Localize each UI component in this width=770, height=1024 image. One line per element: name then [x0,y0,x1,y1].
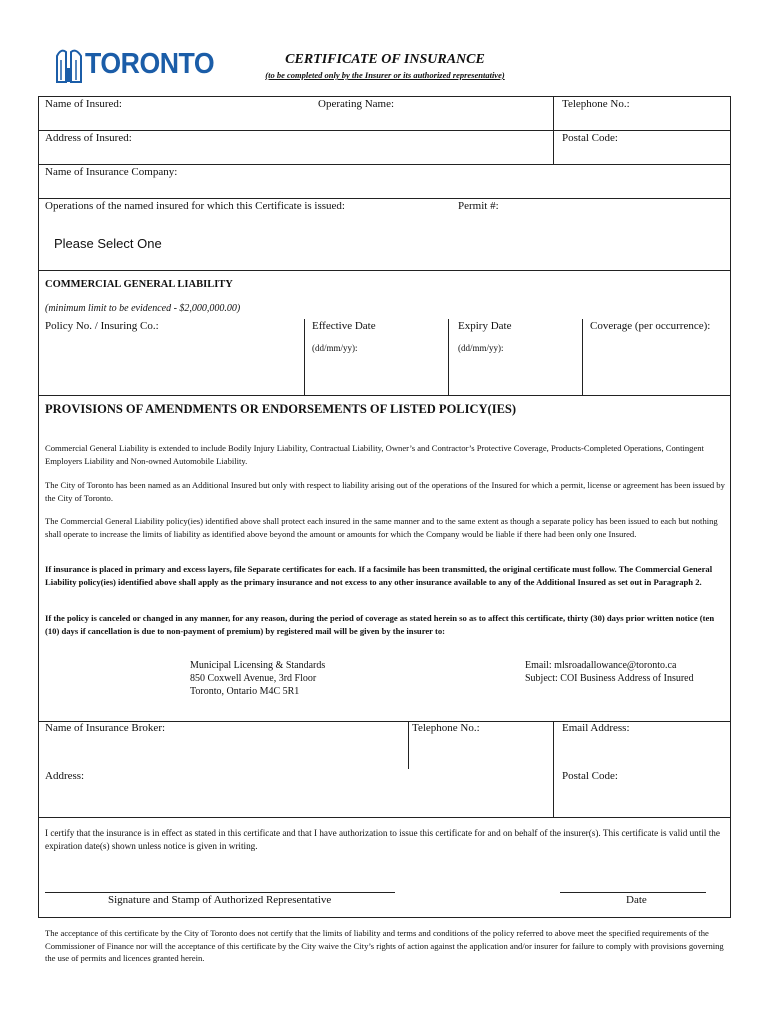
form-frame [38,96,731,918]
divider [304,319,305,395]
divider [39,395,730,396]
effective-date-label[interactable]: Effective Date [312,320,376,332]
permit-label[interactable]: Permit #: [458,200,499,212]
operations-label[interactable]: Operations of the named insured for which this Certificate is issued: [45,200,345,212]
broker-name-label[interactable]: Name of Insurance Broker: [45,722,166,734]
divider [39,130,730,131]
broker-telephone-label[interactable]: Telephone No.: [412,722,480,734]
logo-text: TORONTO [85,48,215,80]
divider [39,817,730,818]
cgl-minimum: (minimum limit to be evidenced - $2,000,000.00) [45,303,241,314]
divider [553,721,554,817]
operating-name-label[interactable]: Operating Name: [318,98,395,110]
signature-line[interactable] [45,892,395,893]
broker-postal-code-label[interactable]: Postal Code: [562,770,618,782]
provision-paragraph-4: If insurance is placed in primary and excess layers, file Separate certificates for each. If a facsimile has been transmitted, the original certificate must follow. The Commercial General Liability policy(ies) identified above shall apply as the primary insurance and not excess to any other insurance available to any of the Additional Insured as set out in Paragraph 2. [45,564,713,587]
document-title: CERTIFICATE OF INSURANCE [285,52,485,67]
divider [39,198,730,199]
broker-address-label[interactable]: Address: [45,770,85,782]
toronto-logo [55,44,215,86]
mls-address-line3: Toronto, Ontario M4C 5R1 [190,686,300,697]
footer-disclaimer: The acceptance of this certificate by the City of Toronto does not certify that the limits of liability and terms and conditions of the policy referred to above meet the specified requirements of the Commissioner of Finance nor will the acceptance of this certificate by the City waive the City’s rights of action against the application and/or insurer for failure to comply with provisions governing the use of permits and licences granted herein. [45,928,724,963]
provision-paragraph-2: The City of Toronto has been named as an Additional Insured but only with respect to liability arising out of the operations of the Insured for which a permit, license or agreement has been issued by the City of Toronto. [45,480,725,503]
operations-select[interactable]: Please Select One [54,236,162,251]
cgl-heading: COMMERCIAL GENERAL LIABILITY [45,279,233,290]
provision-paragraph-1: Commercial General Liability is extended to include Bodily Injury Liability, Contractual Liability, Owner’s and Contractor’s Protective Coverage, Products-Completed Operations, Contingent Employers Liability and Non-owned Automobile Liability. [45,443,704,466]
coverage-label[interactable]: Coverage (per occurrence): [590,320,711,332]
effective-date-format: (dd/mm/yy): [312,343,358,353]
address-of-insured-label[interactable]: Address of Insured: [45,132,132,144]
mls-email: Email: mlsroadallowance@toronto.ca [525,660,677,671]
name-of-insured-label[interactable]: Name of Insured: [45,98,122,110]
telephone-label[interactable]: Telephone No.: [562,98,630,110]
divider [39,164,730,165]
provision-paragraph-5: If the policy is canceled or changed in any manner, for any reason, during the period of coverage as stated herein so as to affect this certificate, thirty (30) days prior written notice (ten (10) days if cancellation is due to non-payment of premium) by registered mail will be given by the insurer to: [45,613,715,636]
document-subtitle: (to be completed only by the Insurer or its authorized representative) [265,70,505,80]
mls-subject: Subject: COI Business Address of Insured [525,673,694,684]
divider [582,319,583,395]
signature-label: Signature and Stamp of Authorized Representative [108,894,332,906]
divider [39,270,730,271]
mls-address-line2: 850 Coxwell Avenue, 3rd Floor [190,673,317,684]
city-hall-icon [55,46,83,84]
policy-no-label[interactable]: Policy No. / Insuring Co.: [45,320,159,332]
postal-code-label[interactable]: Postal Code: [562,132,618,144]
divider [553,97,554,164]
expiry-date-format: (dd/mm/yy): [458,343,504,353]
certify-text: I certify that the insurance is in effect as stated in this certificate and that I have authorization to issue this certificate for and on behalf of the insurer(s). This certificate is valid until the expiration date(s) shown unless notice is given in writing. [45,828,720,851]
insurance-company-label[interactable]: Name of Insurance Company: [45,166,178,178]
divider [448,319,449,395]
expiry-date-label[interactable]: Expiry Date [458,320,512,332]
provision-paragraph-3: The Commercial General Liability policy(ies) identified above shall protect each insured in the same manner and to the same extent as though a separate policy has been issued to each but nothing shall operate to increase the limits of liability as identified above beyond the amount or amounts for which the Company would be liable if there had been only one Insured. [45,516,718,539]
provisions-heading: PROVISIONS OF AMENDMENTS OR ENDORSEMENTS OF LISTED POLICY(IES) [45,402,517,416]
mls-address-line1: Municipal Licensing & Standards [190,660,326,671]
date-label: Date [626,894,647,906]
divider [408,721,409,769]
date-line[interactable] [560,892,706,893]
broker-email-label[interactable]: Email Address: [562,722,630,734]
